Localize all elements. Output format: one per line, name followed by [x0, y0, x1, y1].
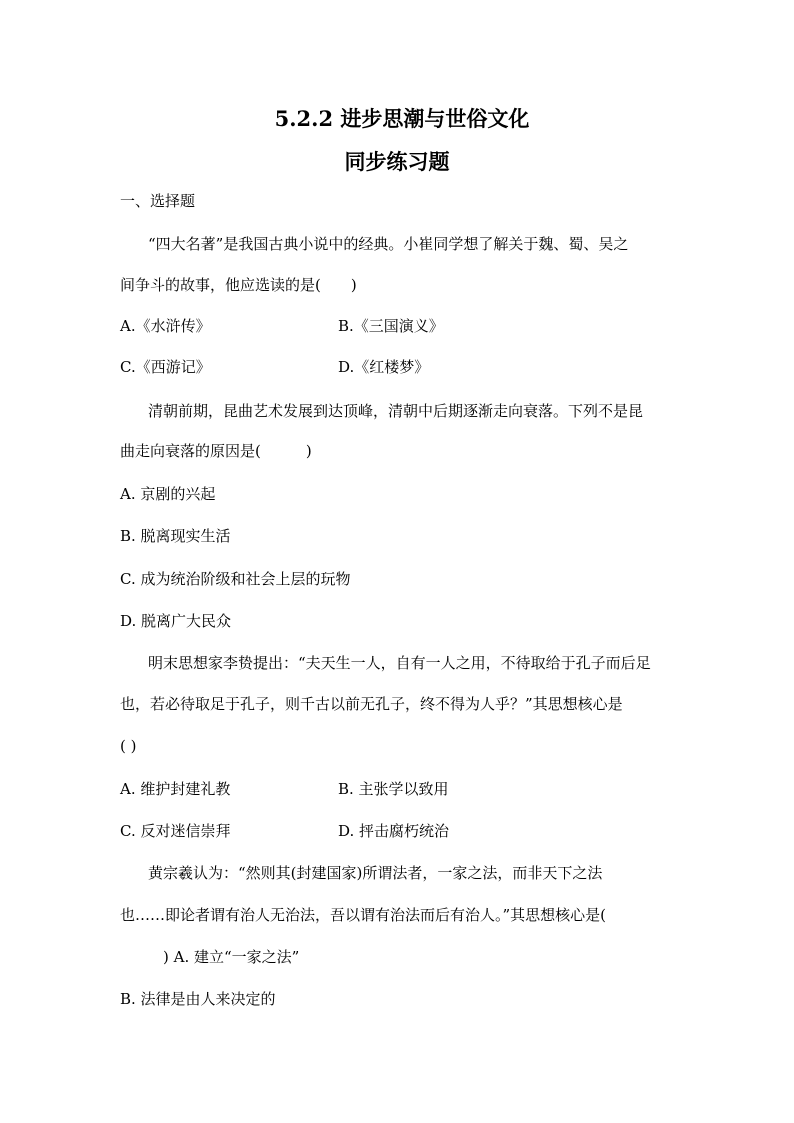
document-title: 5.2.2 进步思潮与世俗文化: [274, 106, 530, 131]
question-2-option-a: A. 京剧的兴起: [120, 485, 216, 503]
question-3-option-a: A. 维护封建礼教: [120, 780, 231, 798]
question-1-option-a: A.《水浒传》: [120, 317, 211, 335]
question-1-option-d: D.《红楼梦》: [338, 358, 430, 376]
question-2-option-b: B. 脱离现实生活: [120, 527, 231, 545]
question-4-stem-line-3: ) A. 建立“一家之法”: [148, 948, 300, 966]
question-3-option-b: B. 主张学以致用: [338, 780, 449, 798]
question-1-option-c: C.《西游记》: [120, 358, 211, 376]
question-3-option-c: C. 反对迷信崇拜: [120, 822, 231, 840]
section-heading: 一、选择题: [120, 192, 196, 210]
question-2-stem-line-2: 曲走向衰落的原因是( ): [120, 442, 312, 460]
question-4-stem-line-2: 也……即论者谓有治人无治法，吾以谓有治法而后有治人。”其思想核心是(: [120, 906, 607, 924]
question-3-option-d: D. 抨击腐朽统治: [338, 822, 450, 840]
question-2-stem-line-1: 清朝前期，昆曲艺术发展到达顶峰，清朝中后期逐渐走向衰落。下列不是昆: [148, 402, 644, 420]
question-3-stem-line-1: 明末思想家李贽提出：“夫天生一人，自有一人之用，不待取给于孔子而后足: [148, 654, 651, 672]
question-2-option-d: D. 脱离广大民众: [120, 612, 232, 630]
question-3-stem-line-2: 也，若必待取足于孔子，则千古以前无孔子，终不得为人乎？”其思想核心是: [120, 695, 623, 713]
document-subtitle: 同步练习题: [344, 149, 450, 174]
question-3-stem-line-3: ( ): [120, 737, 137, 755]
question-2-option-c: C. 成为统治阶级和社会上层的玩物: [120, 570, 351, 588]
question-1-stem-line-2: 间争斗的故事，他应选读的是( ): [120, 276, 357, 294]
question-1-stem-line-1: “四大名著”是我国古典小说中的经典。小崔同学想了解关于魏、蜀、吴之: [148, 235, 629, 253]
question-1-option-b: B.《三国演义》: [338, 317, 444, 335]
question-4-stem-line-1: 黄宗羲认为：“然则其(封建国家)所谓法者，一家之法，而非天下之法: [148, 864, 603, 882]
question-4-option-b: B. 法律是由人来决定的: [120, 990, 276, 1008]
